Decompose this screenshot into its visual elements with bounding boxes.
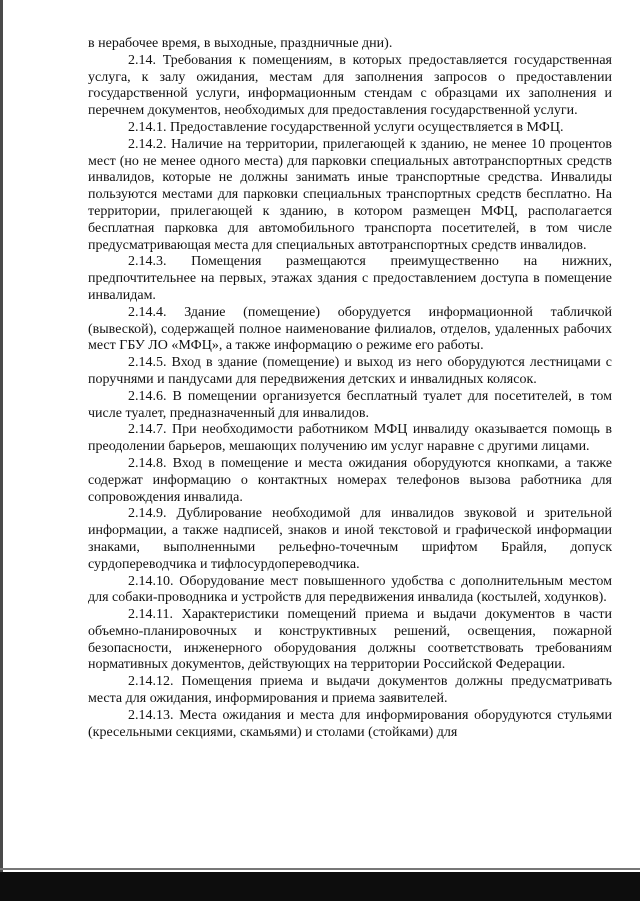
paragraph-2-14: 2.14. Требования к помещениям, в которых предоставляется государственная услуга, к залу ожидания, местам для заполнения запросов о предоставлении государственной услуги, информационным стендам с образцами их заполнения и перечнем документов, необходимых для предоставления государственной услуги. [88,52,612,119]
scan-bottom-line [0,868,640,870]
paragraph-2-14-12: 2.14.12. Помещения приема и выдачи документов должны предусматривать места для ожидания, информирования и приема заявителей. [88,674,612,707]
paragraph-2-14-10: 2.14.10. Оборудование мест повышенного удобства с дополнительным местом для собаки-проводника и устройств для передвижения инвалида (костылей, ходунков). [88,573,612,606]
paragraph-2-14-9: 2.14.9. Дублирование необходимой для инвалидов звуковой и зрительной информации, а также надписей, знаков и иной текстовой и графической информации знаками, выполненными рельефно-точечным шрифтом Брайля, допуск сурдопереводчика и тифлосурдопереводчика. [88,506,612,572]
paragraph-2-14-11: 2.14.11. Характеристики помещений приема и выдачи документов в части объемно-планировочных и конструктивных решений, освещения, пожарной безопасности, инженерного оборудования должны соответствовать требованиям нормативных документов, действующих на территории Российской Федерации. [88,607,612,673]
paragraph-2-14-1: 2.14.1. Предоставление государственной услуги осуществляется в МФЦ. [128,119,564,135]
paragraph-2-14-4: 2.14.4. Здание (помещение) оборудуется информационной табличкой (вывеской), содержащей полное наименование филиалов, отделов, удаленных рабочих мест ГБУ ЛО «МФЦ», а также информацию о режиме его работы. [88,304,612,354]
paragraph-2-14-6: 2.14.6. В помещении организуется бесплатный туалет для посетителей, в том числе туалет, предназначенный для инвалидов. [88,388,612,421]
paragraph-2-14-7: 2.14.7. При необходимости работником МФЦ инвалиду оказывается помощь в преодолении барьеров, мешающих получению им услуг наравне с другими лицами. [88,422,612,455]
paragraph-2-14-5: 2.14.5. Вход в здание (помещение) и выход из него оборудуются лестницами с поручнями и пандусами для передвижения детских и инвалидных колясок. [88,355,612,387]
document-page [88,36,612,741]
paragraph-continuation: в нерабочее время, в выходные, праздничные дни). [88,36,393,51]
paragraph-2-14-3: 2.14.3. Помещения размещаются преимущественно на нижних, предпочтительнее на первых, этажах здания с предоставлением доступа в помещение инвалидам. [88,254,612,303]
scan-left-edge [0,0,3,901]
paragraph-2-14-2: 2.14.2. Наличие на территории, прилегающей к зданию, не менее 10 процентов мест (но не менее одного места) для парковки специальных автотранспортных средств инвалидов, которые не должны занимать иные транспортные средства. Инвалиды пользуются местами для парковки специальных транспортных средств бесплатно. На территории, прилегающей к зданию, в котором размещен МФЦ, располагается бесплатная парковка для автомобильного транспорта посетителей, в том числе предусматривающая места для специальных автотранспортных средств инвалидов. [88,136,612,253]
paragraph-2-14-8: 2.14.8. Вход в помещение и места ожидания оборудуются кнопками, а также содержат информацию о контактных номерах телефонов вызова работника для сопровождения инвалида. [88,455,612,505]
scan-bottom-edge [0,872,640,901]
paragraph-2-14-13: 2.14.13. Места ожидания и места для информирования оборудуются стульями (кресельными секциями, скамьями) и столами (стойками) для [88,707,612,740]
